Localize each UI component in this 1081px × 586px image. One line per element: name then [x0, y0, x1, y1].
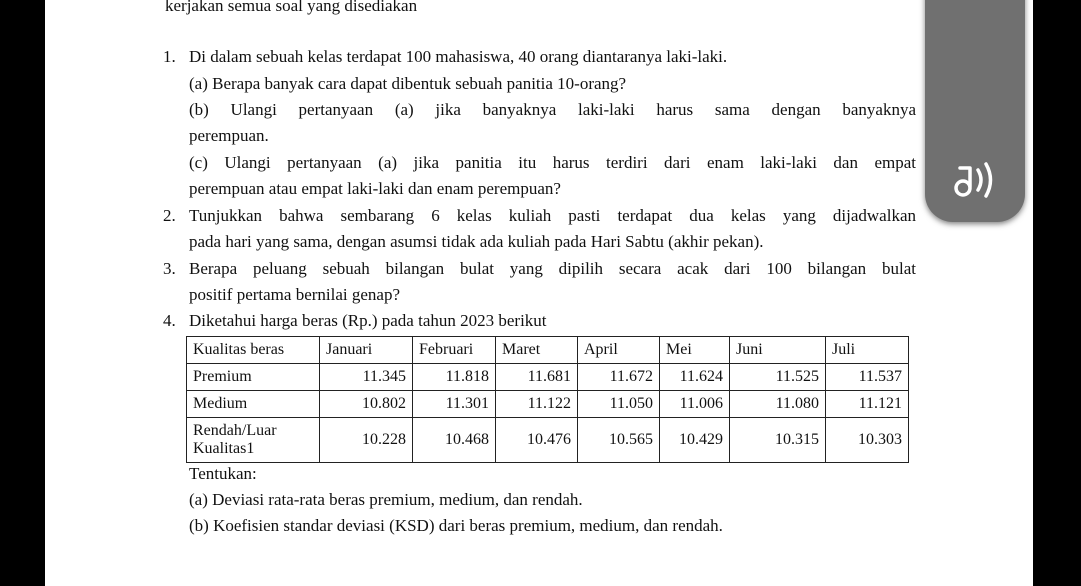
- table-cell: 10.228: [320, 418, 413, 463]
- table-header-cell: Kualitas beras: [187, 337, 320, 364]
- table-row: [187, 364, 909, 391]
- q1-part-b-line1: (b) Ulangi pertanyaan (a) jika banyaknya laki-laki harus sama dengan banyaknya: [189, 100, 916, 119]
- table-cell: 10.315: [730, 418, 826, 463]
- table-row: [187, 418, 909, 463]
- q4-part-b: (b) Koefisien standar deviasi (KSD) dari beras premium, medium, dan rendah.: [189, 516, 723, 535]
- table-cell: 10.429: [660, 418, 730, 463]
- table-cell: 11.080: [730, 391, 826, 418]
- row-label: Medium: [187, 391, 320, 418]
- tentukan-label: Tentukan:: [189, 464, 257, 483]
- table-cell: 11.121: [826, 391, 909, 418]
- table-cell: 11.050: [578, 391, 660, 418]
- q1-part-c-line1: (c) Ulangi pertanyaan (a) jika panitia itu harus terdiri dari enam laki-laki dan empat: [189, 153, 916, 172]
- table-cell: 11.525: [730, 364, 826, 391]
- q1-text: Di dalam sebuah kelas terdapat 100 mahasiswa, 40 orang diantaranya laki-laki.: [189, 47, 728, 66]
- table-header-cell: April: [578, 337, 660, 364]
- q2-line1: Tunjukkan bahwa sembarang 6 kelas kuliah pasti terdapat dua kelas yang dijadwalkan: [189, 206, 916, 225]
- table-cell: 11.006: [660, 391, 730, 418]
- table-cell: 10.802: [320, 391, 413, 418]
- table-header-cell: Januari: [320, 337, 413, 364]
- row-label: Premium: [187, 364, 320, 391]
- table-cell: 10.468: [413, 418, 496, 463]
- row-label-line2: Kualitas1: [193, 440, 255, 457]
- q4-number: 4.: [163, 311, 176, 330]
- q1-part-c-line2: perempuan atau empat laki-laki dan enam perempuan?: [189, 179, 561, 198]
- q4-text: Diketahui harga beras (Rp.) pada tahun 2023 berikut: [189, 311, 547, 330]
- table-cell: 11.537: [826, 364, 909, 391]
- table-header-cell: Juli: [826, 337, 909, 364]
- table-header-row: [187, 337, 909, 364]
- table-cell: 11.301: [413, 391, 496, 418]
- q3-line2: positif pertama bernilai genap?: [189, 285, 400, 304]
- q1-part-b-line2: perempuan.: [189, 126, 269, 145]
- table-cell: 10.476: [496, 418, 578, 463]
- table-header-cell: Maret: [496, 337, 578, 364]
- table-cell: 10.303: [826, 418, 909, 463]
- q3-number: 3.: [163, 259, 176, 278]
- table-header-cell: Februari: [413, 337, 496, 364]
- table-cell: 11.681: [496, 364, 578, 391]
- table-cell: 11.122: [496, 391, 578, 418]
- table-row: [187, 391, 909, 418]
- table-cell: 11.818: [413, 364, 496, 391]
- table-cell: 10.565: [578, 418, 660, 463]
- table-cell: 11.672: [578, 364, 660, 391]
- q1-number: 1.: [163, 47, 176, 66]
- q2-line2: pada hari yang sama, dengan asumsi tidak ada kuliah pada Hari Sabtu (akhir pekan).: [189, 232, 764, 251]
- rice-price-table: [186, 336, 909, 463]
- table-header-cell: Mei: [660, 337, 730, 364]
- table-header-cell: Juni: [730, 337, 826, 364]
- row-label-line1: Rendah/Luar: [193, 422, 277, 439]
- sound-wave-icon[interactable]: [946, 158, 1002, 202]
- table-cell: 11.624: [660, 364, 730, 391]
- intro-line: kerjakan semua soal yang disediakan: [165, 0, 418, 15]
- q4-part-a: (a) Deviasi rata-rata beras premium, medium, dan rendah.: [189, 490, 583, 509]
- q1-part-a: (a) Berapa banyak cara dapat dibentuk sebuah panitia 10-orang?: [189, 74, 627, 93]
- row-label: [187, 418, 320, 463]
- q2-number: 2.: [163, 206, 176, 225]
- q3-line1: Berapa peluang sebuah bilangan bulat yang dipilih secara acak dari 100 bilangan bulat: [189, 259, 916, 278]
- table-cell: 11.345: [320, 364, 413, 391]
